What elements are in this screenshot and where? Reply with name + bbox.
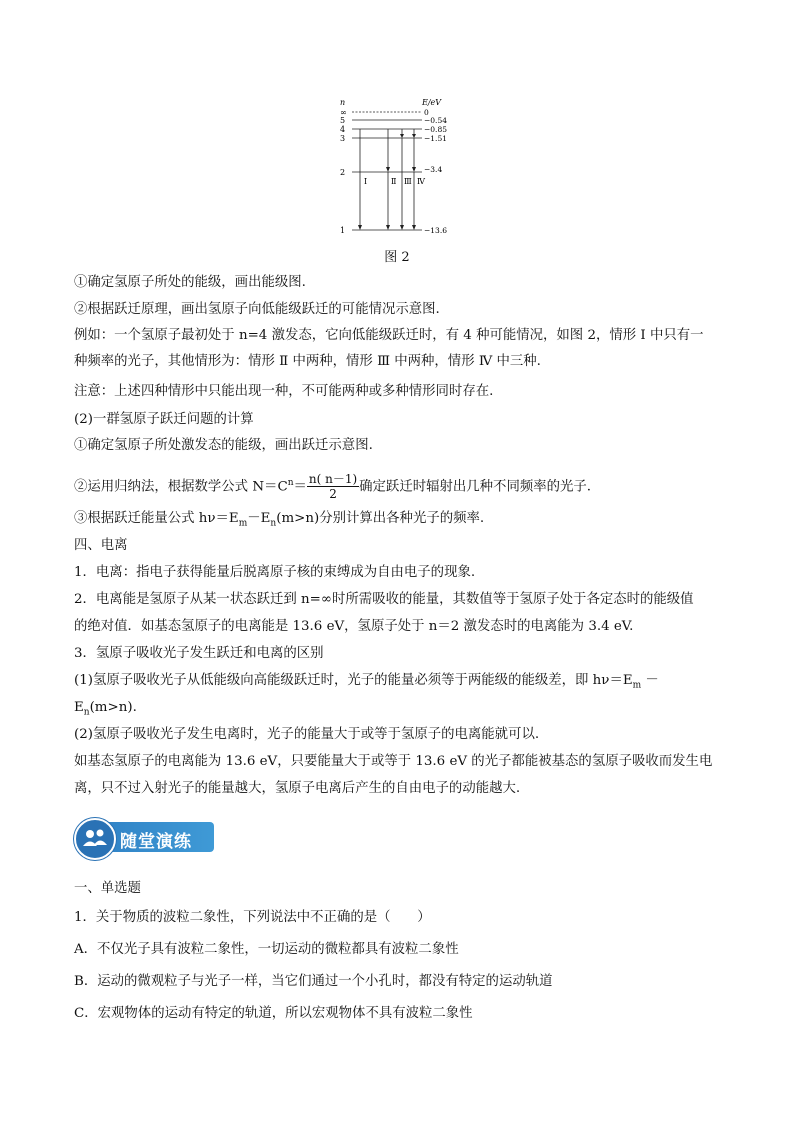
axis-label-n: n xyxy=(340,98,346,107)
level-e-3: −1.51 xyxy=(424,134,447,143)
banner-title: 随堂演练 xyxy=(120,832,192,852)
option-a: A．不仅光子具有波粒二象性，一切运动的微粒都具有波粒二象性 xyxy=(74,942,459,957)
energy-formula-a: ③根据跃迁能量公式 hν＝E xyxy=(74,511,239,526)
arrowhead-iii-a xyxy=(400,134,404,138)
text-line: 如基态氢原子的电离能为 13.6 eV，只要能量大于或等于 13.6 eV 的光子都能被基态的氢原子吸收而发生电 xyxy=(74,754,713,769)
case-label-ii: Ⅱ xyxy=(391,177,397,186)
text-line xyxy=(74,510,484,533)
formula-text-b: 确定跃迁时辐射出几种不同频率的光子. xyxy=(359,479,592,495)
arrowhead-ii-b xyxy=(386,225,390,230)
case-label-iii: Ⅲ xyxy=(404,177,412,186)
formula-equals: ＝ xyxy=(293,479,307,495)
absorb-text-a: (1)氢原子吸收光子从低能级向高能级跃迁时，光子的能量必须等于两能级的能级差，即 hν＝E xyxy=(74,673,633,688)
axis-label-energy: E/eV xyxy=(422,98,442,107)
arrowhead-iv-c xyxy=(412,225,416,230)
level-n-4: 4 xyxy=(340,125,346,134)
sub-n: n xyxy=(83,707,90,718)
case-label-iv: Ⅳ xyxy=(417,177,425,186)
level-n-3: 3 xyxy=(340,134,346,143)
exercise-section: 一、单选题 xyxy=(74,881,141,896)
fraction-denominator: 2 xyxy=(329,487,337,502)
arrowhead-iii-b xyxy=(400,225,404,230)
level-e-inf: 0 xyxy=(424,108,429,117)
option-b: B．运动的微观粒子与光子一样，当它们通过一个小孔时，都没有特定的运动轨道 xyxy=(74,974,553,989)
people-icon xyxy=(74,818,116,860)
formula-fraction xyxy=(307,472,359,501)
text-line: 注意：上述四种情形中只能出现一种，不可能两种或多种情形同时存在. xyxy=(74,384,494,399)
absorb-cont-a: E xyxy=(74,700,84,715)
section-heading: 四、电离 xyxy=(74,538,128,553)
case-label-i: Ⅰ xyxy=(364,177,368,186)
level-n-1: 1 xyxy=(340,226,346,235)
absorb-text-b: － xyxy=(641,673,659,688)
sub-m: m xyxy=(632,680,642,691)
level-n-inf: ∞ xyxy=(340,108,347,117)
figure-caption: 图 2 xyxy=(384,250,410,265)
fraction-numerator: n( n－1) xyxy=(308,472,358,487)
arrowhead-ii-a xyxy=(386,167,390,172)
sub-n: n xyxy=(270,518,277,529)
text-line: 3．氢原子吸收光子发生跃迁和电离的区别 xyxy=(74,646,324,661)
level-e-2: −3.4 xyxy=(424,165,443,174)
text-line: 2．电离能是氢原子从某一状态跃迁到 n=∞时所需吸收的能量，其数值等于氢原子处于各定态时的能级值 xyxy=(74,592,694,607)
text-line xyxy=(74,672,659,695)
arrowhead-iv-a xyxy=(412,134,416,138)
text-line: ②根据跃迁原理，画出氢原子向低能级跃迁的可能情况示意图. xyxy=(74,302,440,317)
energy-formula-mid: －E xyxy=(247,511,271,526)
level-e-1: −13.6 xyxy=(424,226,447,235)
text-line: (2)一群氢原子跃迁问题的计算 xyxy=(74,412,254,427)
text-line xyxy=(74,699,137,722)
formula-sup: n xyxy=(287,478,294,488)
arrowhead-i xyxy=(358,225,362,230)
text-line: (2)氢原子吸收光子发生电离时，光子的能量大于或等于氢原子的电离能就可以. xyxy=(74,727,540,742)
section-banner xyxy=(74,818,214,856)
text-line: 例如：一个氢原子最初处于 n=4 激发态，它向低能级跃迁时，有 4 种可能情况，如图 2，情形 Ⅰ 中只有一 xyxy=(74,328,704,343)
arrowhead-iv-b xyxy=(412,167,416,172)
absorb-cont-b: (m>n). xyxy=(89,700,137,715)
text-line: 种频率的光子，其他情形为：情形 Ⅱ 中两种，情形 Ⅲ 中两种，情形 Ⅳ 中三种. xyxy=(74,354,541,369)
text-line: 的绝对值．如基态氢原子的电离能是 13.6 eV，氢原子处于 n＝2 激发态时的电离能为 3.4 eV. xyxy=(74,619,634,634)
level-e-5: −0.54 xyxy=(424,116,447,125)
text-line: ①确定氢原子所处激发态的能级，画出跃迁示意图. xyxy=(74,438,373,453)
text-line: 离，只不过入射光子的能量越大，氢原子电离后产生的自由电子的动能越大. xyxy=(74,781,521,796)
level-n-2: 2 xyxy=(340,168,346,177)
text-line: ①确定氢原子所处的能级，画出能级图. xyxy=(74,275,306,290)
question-1: 1．关于物质的波粒二象性，下列说法中不正确的是（ ） xyxy=(74,910,431,925)
energy-formula-b: (m>n)分别计算出各种光子的频率. xyxy=(276,511,485,526)
formula-line xyxy=(74,468,591,502)
formula-text-a: ②运用归纳法，根据数学公式 N＝C xyxy=(74,479,288,495)
level-e-4: −0.85 xyxy=(424,125,447,134)
people-icon-graphic xyxy=(76,820,114,858)
level-n-5: 5 xyxy=(340,116,346,125)
option-c: C．宏观物体的运动有特定的轨道，所以宏观物体不具有波粒二象性 xyxy=(74,1006,473,1021)
sub-m: m xyxy=(238,518,248,529)
text-line: 1．电离：指电子获得能量后脱离原子核的束缚成为自由电子的现象. xyxy=(74,565,476,580)
energy-level-diagram xyxy=(330,92,470,242)
